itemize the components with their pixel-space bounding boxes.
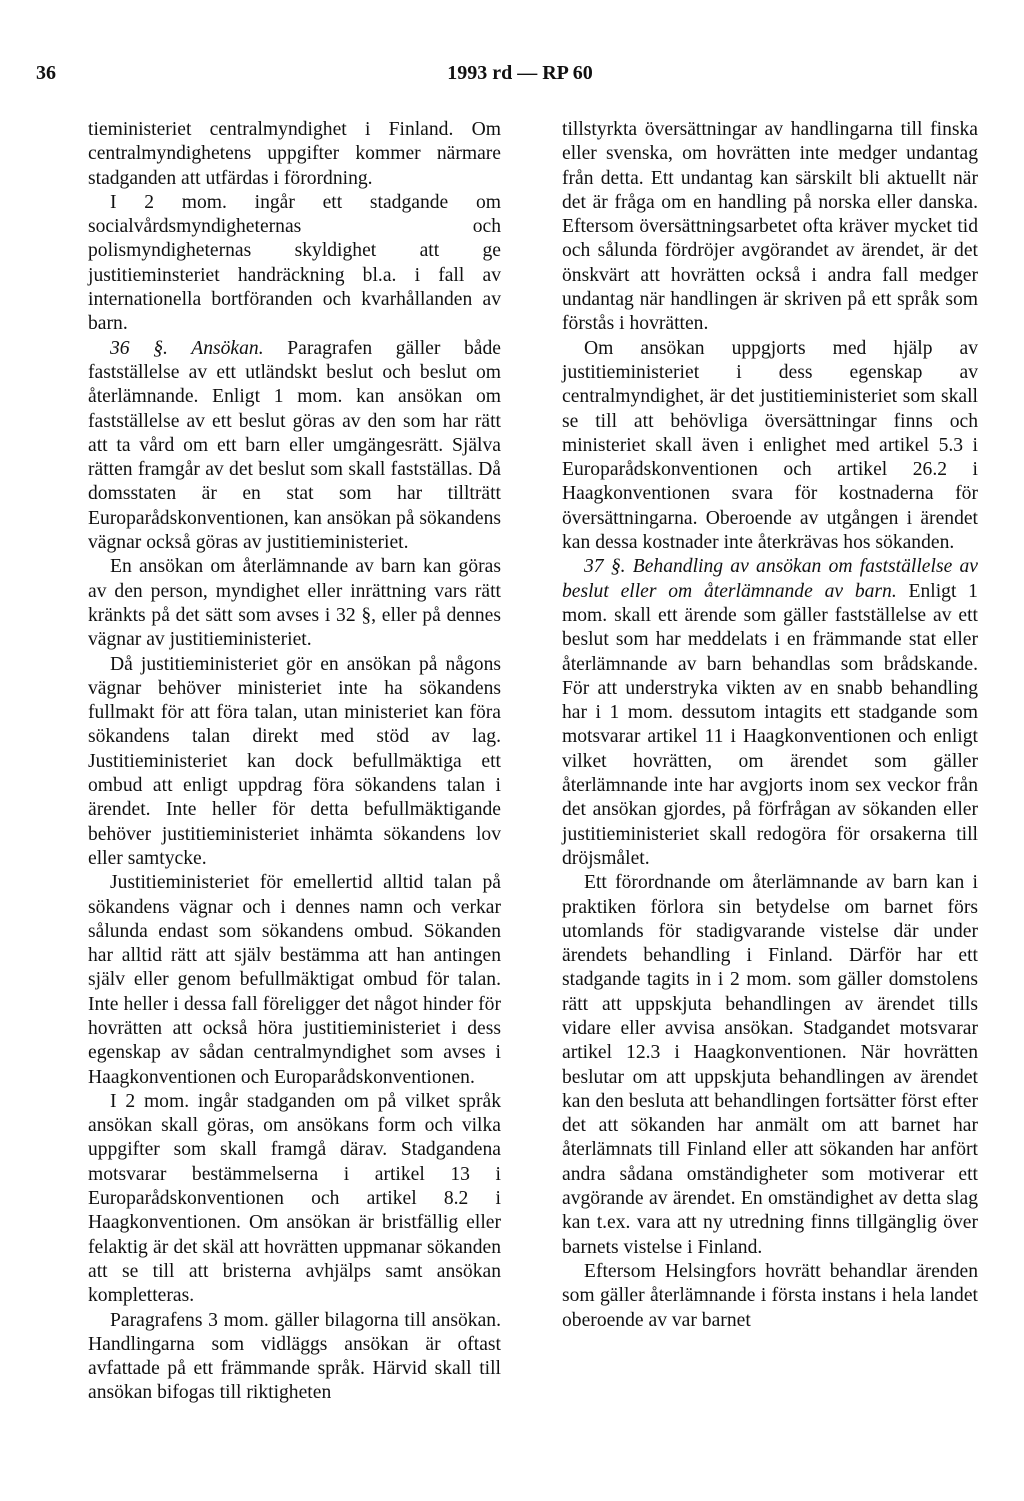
paragraph: Paragrafens 3 mom. gäller bilagorna till ansökan. Handlingarna som vidläggs ansökan är oftast avfattade på ett främmande språk. Härvid skall till ansökan bifogas till riktigheten bbox=[88, 1309, 501, 1404]
paragraph: I 2 mom. ingår ett stadgande om socialvårdsmyndigheternas och polismyndigheternas skyldighet att ge justitieminsteriet handräckning bl.a. i fall av internationella bortföranden och kvarhållanden av barn. bbox=[88, 191, 501, 335]
paragraph: Om ansökan uppgjorts med hjälp av justitieministeriet i dess egenskap av centralmyndighet, är det justitieministeriet som skall se till att behövliga översättningar finns och ministeriet skall även i enlighet med artikel 5.3 i Europarådskonventionen och artikel 26.2 i Haagkonventionen svara för kostnaderna för översättningarna. Oberoende av utgången i ärendet kan dessa kostnader inte återkrävas hos sökanden. bbox=[562, 337, 978, 554]
paragraph: tieministeriet centralmyndighet i Finland. Om centralmyndighetens uppgifter kommer närmare stadganden att utfärdas i förordning. bbox=[88, 119, 501, 189]
section-heading: 37 §. Behandling av ansökan om fastställelse av beslut eller om återlämnande av barn. bbox=[562, 556, 978, 602]
running-head: 1993 rd — RP 60 bbox=[447, 62, 593, 84]
paragraph: Eftersom Helsingfors hovrätt behandlar ärenden som gäller återlämnande i första instans i hela landet oberoende av var barnet bbox=[562, 1260, 978, 1331]
left-column bbox=[88, 118, 501, 1406]
paragraph: Ett förordnande om återlämnande av barn kan i praktiken förlora sin betydelse om barnet förs utomlands för stadigvarande vistelse där under ärendets behandling i Finland. Därför har ett stadgande tagits in i 2 mom. som gäller domstolens rätt att uppskjuta behandlingen av ärendet tills vidare eller avvisa ansökan. Stadgandet motsvarar artikel 12.3 i Haagkonventionen. När hovrätten beslutar om att uppskjuta behandlingen av ärendet kan den besluta att behandlingen fortsätter först efter det att sökanden har anmält om att barnet har återlämnats till Finland eller att sökanden har anfört andra sådana omständigheter som motiverar ett avgörande av ärendet. En omständighet av detta slag kan t.ex. vara att ny utredning finns tillgänglig över barnets vistelse i Finland. bbox=[562, 872, 978, 1258]
paragraph-section-37 bbox=[562, 555, 978, 871]
section-text: Enligt 1 mom. skall ett ärende som gäller fastställelse av ett beslut som har meddelats i en främmande stat eller återlämnande av barn behandlas som brådskande. För att understryka vikten av en snabb behandling har i 1 mom. dessutom intagits ett stadgande som motsvarar artikel 11 i Haagkonventionen och enligt vilket hovrätten, om ärendet som gäller återlämnande inte har avgjorts inom sex veckor från det ansökan gjordes, på förfrågan av sökanden eller justitieministeriet skall redogöra för orsakerna till dröjsmålet. bbox=[562, 580, 978, 869]
paragraph: En ansökan om återlämnande av barn kan göras av den person, myndighet eller inrättning vars rätt kränkts på det sätt som avses i 32 §, eller på dennes vägnar av justitieministeriet. bbox=[88, 556, 501, 651]
paragraph: Justitieministeriet för emellertid alltid talan på sökandens vägnar och i dennes namn och verkar sålunda endast som sökandens ombud. Sökanden har alltid rätt att själv bestämma att han antingen själv eller genom befullmäktigat ombud för talan. Inte heller i dessa fall föreligger det något hinder för hovrätten att också höra justitieministeriet i dess egenskap av sådan centralmyndighet som avses i Haagkonventionen och Europarådskonventionen. bbox=[88, 872, 501, 1088]
paragraph: tillstyrkta översättningar av handlingarna till finska eller svenska, om hovrätten inte medger undantag från detta. Ett undantag kan särskilt bli aktuellt när det är fråga om en handling på norska eller danska. Eftersom översättningsarbetet ofta kräver mycket tid och sålunda fördröjer avgörandet av ärendet, är det önskvärt att hovrätten också i andra fall medger undantag när handlingen är skriven på ett språk som förstås i hovrätten. bbox=[562, 119, 978, 335]
section-heading: 36 §. Ansökan. bbox=[110, 337, 264, 359]
paragraph: I 2 mom. ingår stadganden om på vilket språk ansökan skall göras, om ansökans form och vilka uppgifter som skall framgå därav. Stadgandena motsvarar bestämmelserna i artikel 13 i Europarådskonventionen och artikel 8.2 i Haagkonventionen. Om ansökan är bristfällig eller felaktig är det skäl att hovrätten uppmanar sökanden att se till att bristerna avhjälps samt ansökan kompletteras. bbox=[88, 1090, 501, 1307]
paragraph-section-36 bbox=[88, 337, 501, 556]
page-header bbox=[0, 62, 1024, 92]
right-column bbox=[562, 118, 978, 1333]
section-text: Paragrafen gäller både fastställelse av ett utländskt beslut och beslut om återlämnande. Enligt 1 mom. kan ansökan om fastställelse av ett beslut göras av den som har rätt att ta vård om ett barn eller umgängesrätt. Själva rätten framgår av det beslut som skall fastställas. Då domsstaten är en stat som har tillträtt Europarådskonventionen, kan ansökan på sökandens vägnar också göras av justitieministeriet. bbox=[88, 337, 501, 554]
paragraph: Då justitieministeriet gör en ansökan på någons vägnar behöver ministeriet inte ha sökandens fullmakt för att föra talan, utan ministeriet kan föra sökandens talan direkt med stöd av lag. Justitieministeriet kan dock befullmäktiga ett ombud att enligt uppdrag föra sökandens talan i ärendet. Inte heller för detta befullmäktigande behöver justitieministeriet inhämta sökandens lov eller samtycke. bbox=[88, 653, 501, 869]
page-number: 36 bbox=[36, 62, 56, 84]
